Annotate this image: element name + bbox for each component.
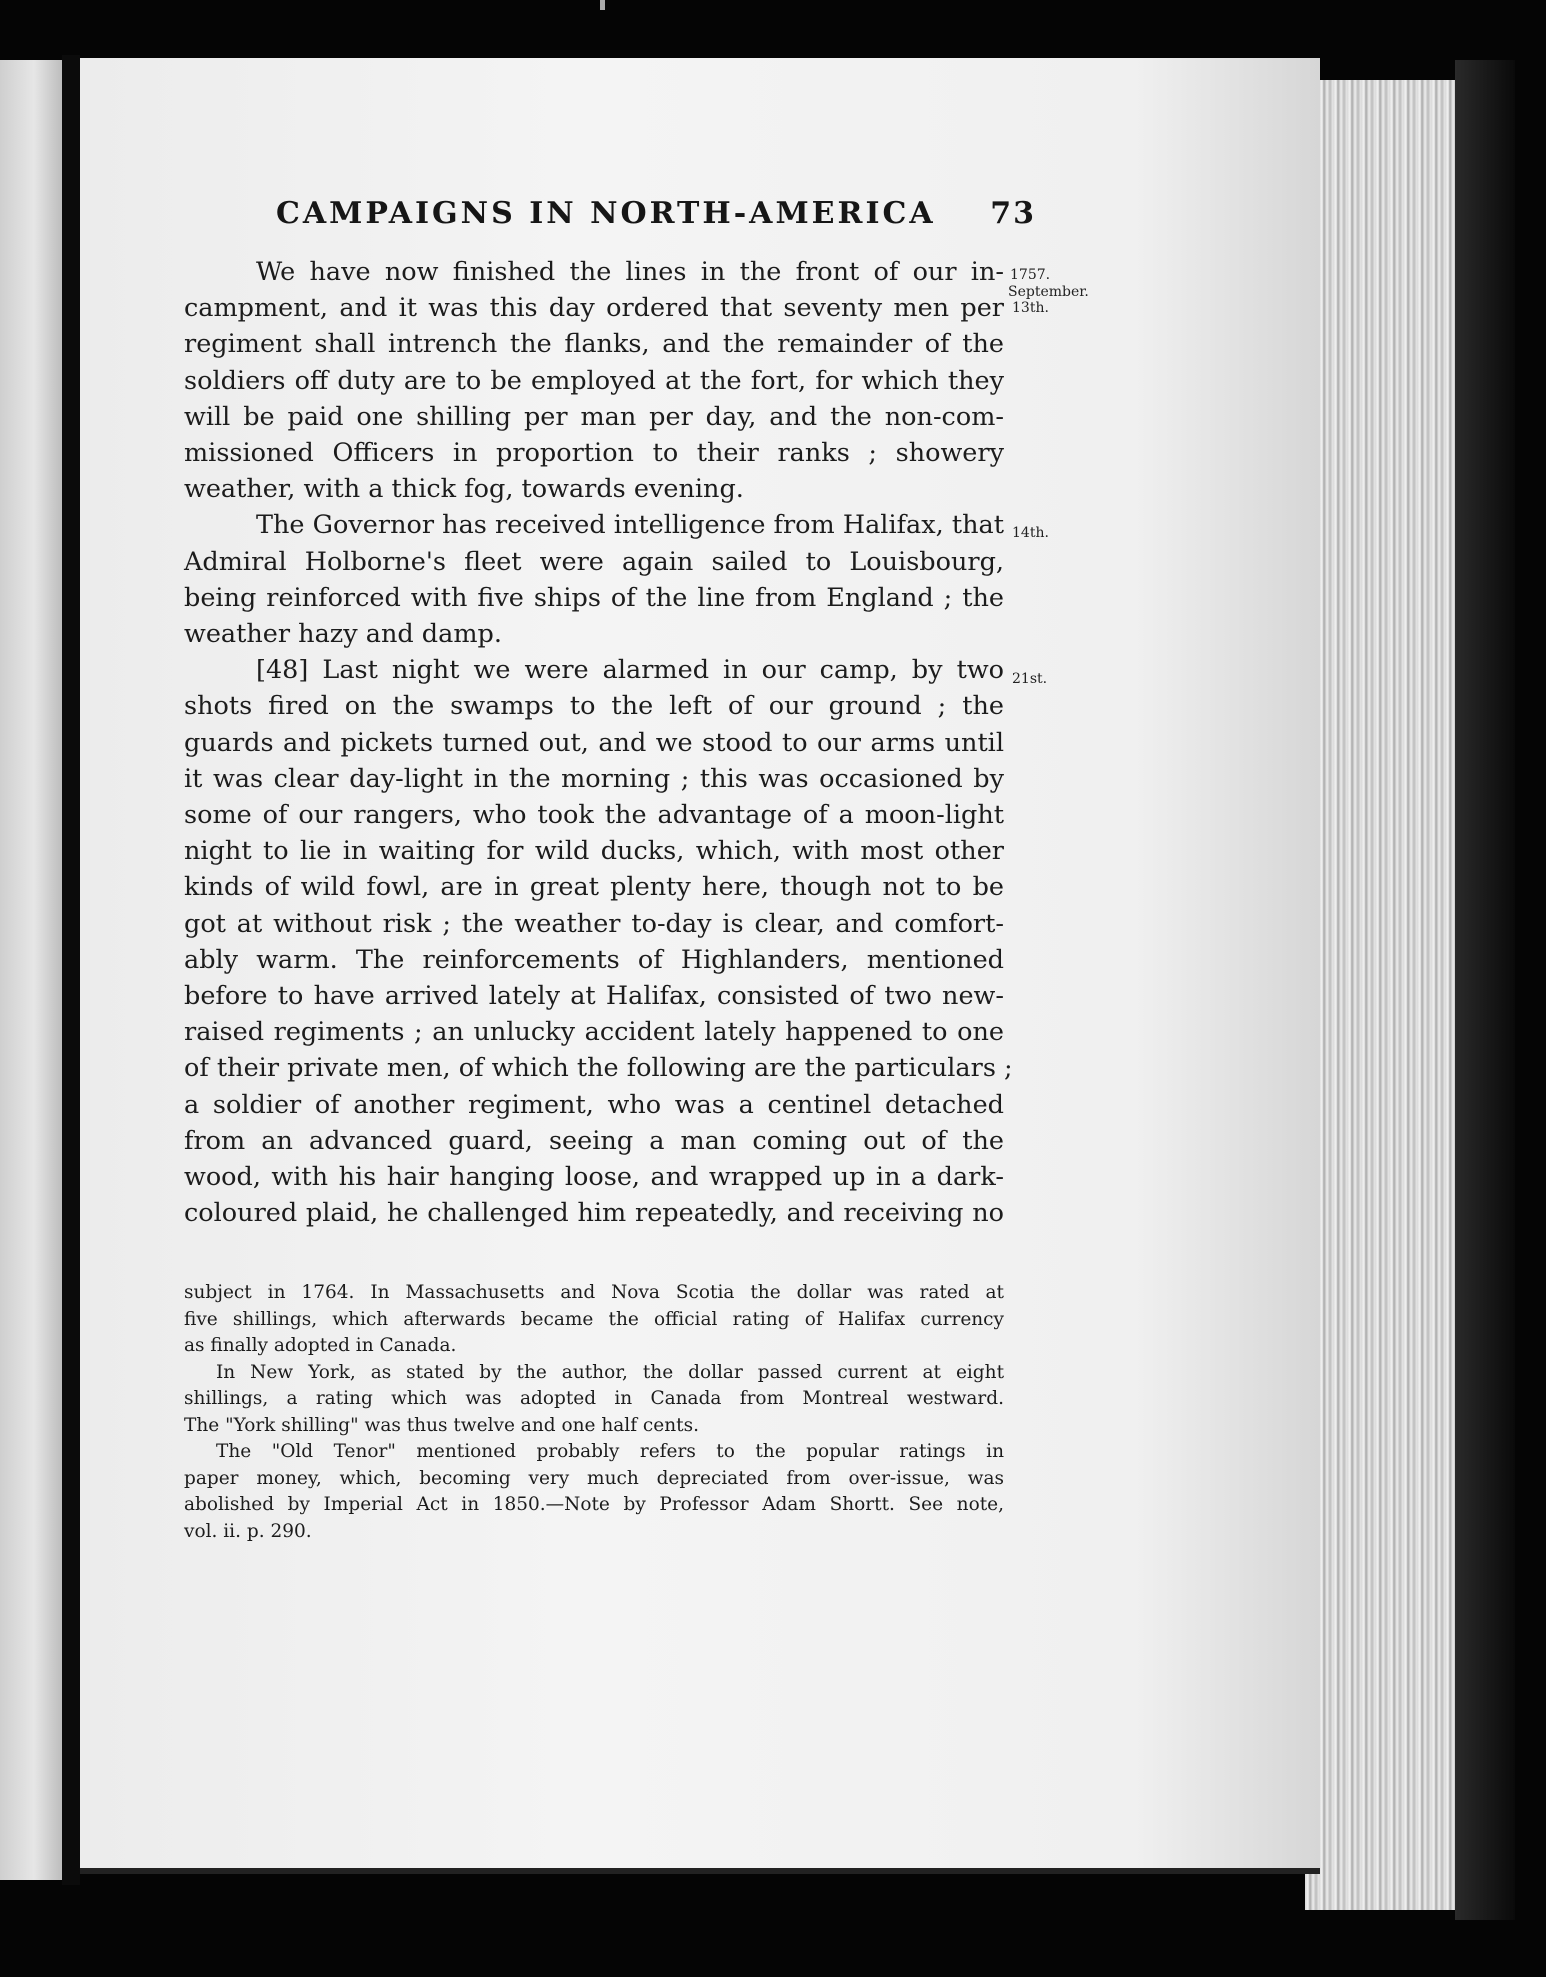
margin-date-14: 14th.	[1012, 525, 1049, 541]
body-line: weather, with a thick fog, towards evening.	[184, 474, 744, 505]
body-line: it was clear day-light in the morning ; this was occasioned by	[184, 763, 1004, 794]
body-line: ably warm. The reinforcements of Highlanders, mentioned	[184, 944, 1004, 975]
book-cover-edge	[1455, 60, 1515, 1920]
body-line: campment, and it was this day ordered that seventy men per	[184, 293, 1004, 324]
footnote-line: The "Old Tenor" mentioned probably refers to the popular ratings in	[216, 1441, 1004, 1462]
margin-date-21: 21st.	[1012, 671, 1048, 687]
body-line: coloured plaid, he challenged him repeatedly, and receiving no	[184, 1198, 1004, 1229]
footnote-line: as finally adopted in Canada.	[184, 1335, 457, 1356]
margin-month: September.	[1008, 284, 1089, 300]
body-line: The Governor has received intelligence from Halifax, that	[256, 510, 1004, 541]
body-line: missioned Officers in proportion to their ranks ; showery	[184, 438, 1004, 469]
running-head-title: CAMPAIGNS IN NORTH-AMERICA	[276, 196, 936, 231]
footnote-line: subject in 1764. In Massachusetts and Nova Scotia the dollar was rated at	[184, 1282, 1004, 1303]
body-line: will be paid one shilling per man per day, and the non-com-	[184, 401, 1004, 432]
body-line: guards and pickets turned out, and we stood to our arms until	[184, 727, 1004, 758]
book-gutter	[62, 55, 80, 1885]
body-line: We have now finished the lines in the front of our in-	[256, 257, 1004, 287]
body-line: regiment shall intrench the flanks, and the remainder of the	[184, 329, 1004, 360]
body-line: got at without risk ; the weather to-day is clear, and comfort-	[184, 908, 1004, 939]
body-line: night to lie in waiting for wild ducks, which, with most other	[184, 836, 1004, 867]
body-line: [48] Last night we were alarmed in our camp, by two	[256, 655, 1004, 686]
page-fore-edge	[1305, 80, 1455, 1910]
footnote-line: paper money, which, becoming very much depreciated from over-issue, was	[184, 1467, 1004, 1489]
scan-artifact	[600, 0, 605, 10]
footnote-line: vol. ii. p. 290.	[184, 1520, 312, 1542]
body-line: shots fired on the swamps to the left of our ground ; the	[184, 691, 1004, 722]
margin-year: 1757.	[1010, 267, 1051, 283]
previous-page-edge	[0, 60, 62, 1880]
footnote-line: abolished by Imperial Act in 1850.—Note by Professor Adam Shortt. See note,	[184, 1494, 1004, 1515]
footnotes	[184, 1280, 1004, 1545]
body-line: some of our rangers, who took the advantage of a moon-light	[184, 800, 1004, 831]
body-line: of their private men, of which the following are the particulars ;	[184, 1053, 1013, 1084]
margin-date-13: 13th.	[1012, 300, 1049, 316]
body-line: raised regiments ; an unlucky accident lately happened to one	[184, 1017, 1004, 1048]
body-line: being reinforced with five ships of the line from England ; the	[184, 582, 1004, 613]
body-line: a soldier of another regiment, who was a centinel detached	[184, 1089, 1004, 1120]
body-line: before to have arrived lately at Halifax, consisted of two new-	[184, 981, 1004, 1012]
footnote-line: five shillings, which afterwards became the official rating of Halifax currency	[184, 1308, 1004, 1330]
footnote-line: The "York shilling" was thus twelve and one half cents.	[184, 1414, 699, 1436]
running-head	[276, 196, 1036, 231]
page-number: 73	[990, 196, 1036, 231]
body-text	[184, 254, 1013, 1231]
body-line: kinds of wild fowl, are in great plenty here, though not to be	[184, 872, 1004, 903]
body-line: Admiral Holborne's fleet were again sailed to Louisbourg,	[184, 546, 1004, 577]
body-line: weather hazy and damp.	[184, 619, 502, 650]
footnote-line: In New York, as stated by the author, the dollar passed current at eight	[216, 1361, 1004, 1383]
body-line: soldiers off duty are to be employed at the fort, for which they	[184, 365, 1004, 396]
footnote-line: shillings, a rating which was adopted in Canada from Montreal westward.	[184, 1388, 1004, 1409]
body-line: wood, with his hair hanging loose, and wrapped up in a dark-	[184, 1162, 1004, 1193]
body-line: from an advanced guard, seeing a man coming out of the	[184, 1125, 1004, 1156]
